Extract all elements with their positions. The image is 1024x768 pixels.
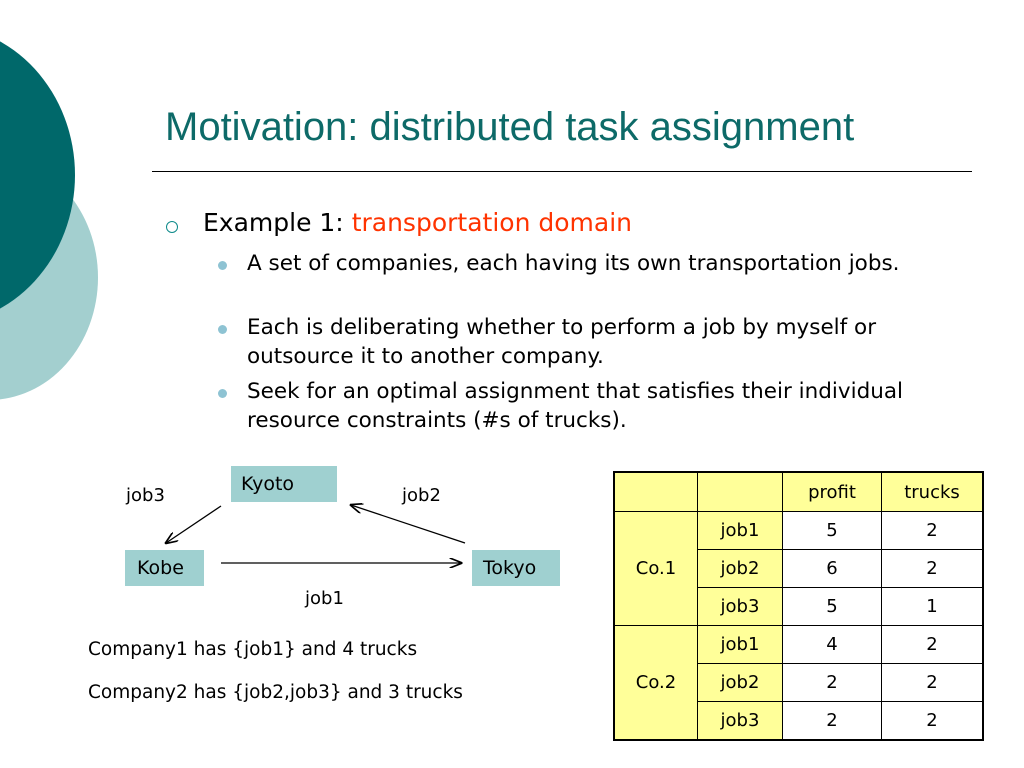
trucks-cell: 1 (882, 588, 984, 626)
edge-label-job2: job2 (402, 485, 441, 506)
edge-label-job3: job3 (126, 485, 165, 506)
sub-bullet-1: A set of companies, each having its own transportation jobs. (247, 251, 900, 276)
trucks-cell: 2 (882, 550, 984, 588)
profit-cell: 6 (783, 550, 882, 588)
example-prefix: Example 1: (203, 208, 352, 237)
header-profit: profit (783, 472, 882, 512)
job-cell: job1 (698, 512, 783, 550)
trucks-cell: 2 (882, 664, 984, 702)
header-empty-cell (698, 472, 783, 512)
profit-cell: 4 (783, 626, 882, 664)
profit-cell: 5 (783, 588, 882, 626)
city-kyoto-label: Kyoto (241, 473, 295, 495)
company1-note: Company1 has {job1} and 4 trucks (88, 639, 418, 660)
city-tokyo-label: Tokyo (483, 557, 537, 579)
profit-cell: 5 (783, 512, 882, 550)
table-header-row (614, 472, 983, 512)
slide-title: Motivation: distributed task assignment (165, 105, 855, 149)
job-cell: job3 (698, 588, 783, 626)
job-cell: job1 (698, 626, 783, 664)
job-table (613, 471, 984, 741)
edge-label-job1: job1 (305, 588, 344, 609)
profit-cell: 2 (783, 664, 882, 702)
header-empty-cell (614, 472, 698, 512)
profit-cell: 2 (783, 702, 882, 741)
job-cell: job2 (698, 664, 783, 702)
company-cell-co1: Co.1 (614, 512, 698, 626)
arrow-job3 (166, 506, 221, 543)
company2-note: Company2 has {job2,job3} and 3 trucks (88, 682, 463, 703)
table-row (614, 626, 983, 664)
job-cell: job2 (698, 550, 783, 588)
company-cell-co2: Co.2 (614, 626, 698, 741)
job-cell: job3 (698, 702, 783, 741)
sub-bullet-2: Each is deliberating whether to perform a job by myself or outsource it to another company. (247, 315, 877, 369)
sub-bullet-3: Seek for an optimal assignment that satisfies their individual resource constraints (#s of trucks). (247, 379, 903, 433)
city-kobe-label: Kobe (137, 557, 184, 579)
table-row (614, 512, 983, 550)
trucks-cell: 2 (882, 626, 984, 664)
trucks-cell: 2 (882, 512, 984, 550)
trucks-cell: 2 (882, 702, 984, 741)
header-trucks: trucks (882, 472, 984, 512)
arrow-job2 (351, 505, 465, 543)
example-highlight: transportation domain (351, 208, 632, 237)
